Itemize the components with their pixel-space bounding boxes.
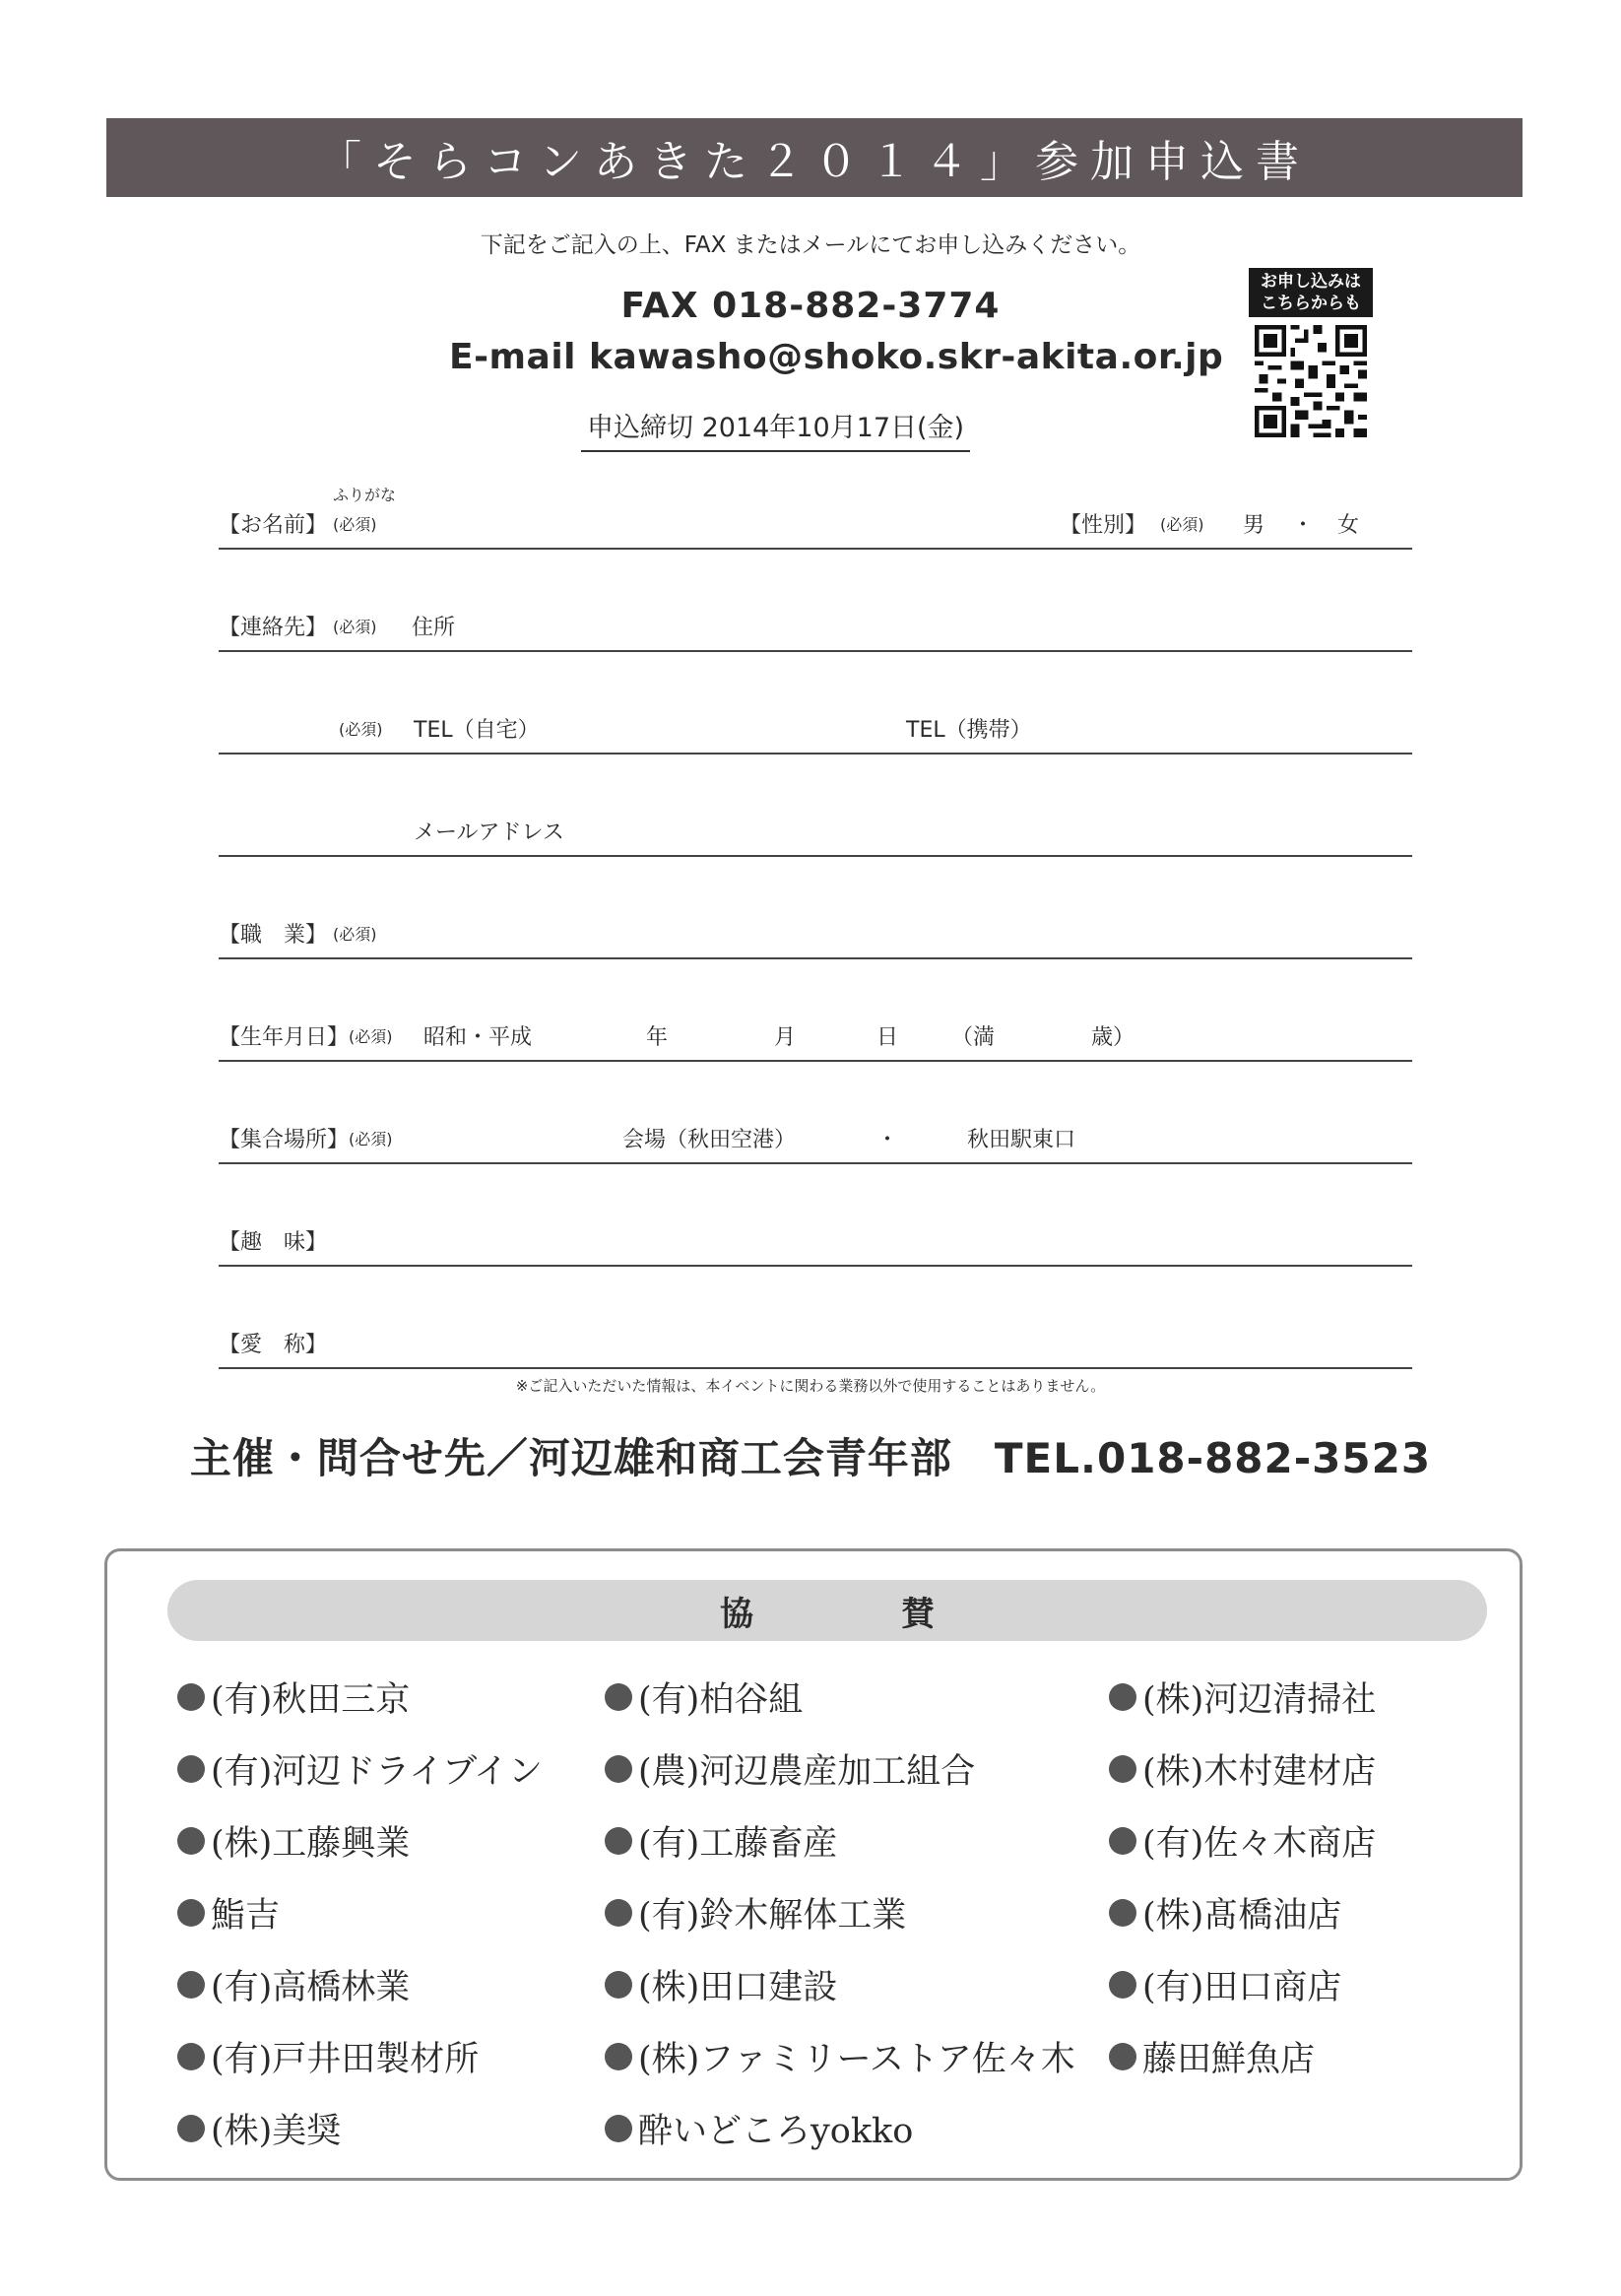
bullet-icon	[177, 1683, 205, 1711]
bullet-icon	[177, 1827, 205, 1855]
sponsor-item	[177, 1816, 410, 1866]
sponsor-item	[177, 1960, 410, 2009]
birth-era[interactable]: 昭和・平成	[423, 1025, 533, 1050]
sponsor-name: (有)秋田三京	[211, 1680, 411, 1720]
meeting-option-airport[interactable]: 会場（秋田空港）	[622, 1128, 797, 1152]
age-open: （満	[951, 1025, 996, 1050]
sponsor-item	[605, 1673, 803, 1722]
sponsor-name: (有)高橋林業	[211, 1968, 411, 2007]
bullet-icon	[1109, 2043, 1136, 2070]
sponsor-name: (株)ファミリーストア佐々木	[638, 2040, 1075, 2079]
job-field-line[interactable]	[219, 957, 1412, 959]
qr-caption	[1249, 268, 1373, 317]
sponsor-item	[177, 2032, 479, 2081]
birth-day-unit: 日	[876, 1025, 899, 1050]
contact-label: 【連絡先】	[219, 616, 328, 640]
bullet-icon	[605, 2043, 632, 2070]
nickname-field-line[interactable]	[219, 1367, 1412, 1369]
bullet-icon	[605, 1899, 632, 1927]
name-required: (必須)	[333, 515, 377, 534]
sponsor-name: (有)工藤畜産	[638, 1824, 838, 1864]
address-field-line[interactable]	[219, 650, 1412, 652]
furigana-label: ふりがな	[333, 486, 397, 504]
sponsor-name: (有)戸井田製材所	[211, 2040, 480, 2079]
bullet-icon	[605, 1971, 632, 1999]
bullet-icon	[1109, 1827, 1136, 1855]
bullet-icon	[177, 2043, 205, 2070]
sponsor-name: (株)工藤興業	[211, 1824, 411, 1864]
meeting-label: 【集合場所】	[219, 1128, 350, 1152]
sponsor-item	[177, 1888, 280, 1937]
sponsor-item	[1109, 2032, 1315, 2081]
bullet-icon	[605, 1827, 632, 1855]
sponsor-name: (株)田口建設	[638, 1968, 838, 2007]
mail-field-line[interactable]	[219, 855, 1412, 857]
birth-required: (必須)	[349, 1027, 393, 1046]
tel-home-label: TEL（自宅）	[414, 718, 540, 743]
sponsor-item	[605, 2032, 1075, 2081]
sponsor-item	[605, 1816, 837, 1866]
sponsor-item	[1109, 1673, 1376, 1722]
sponsor-name: 鮨吉	[211, 1896, 281, 1935]
bullet-icon	[1109, 1971, 1136, 1999]
nickname-label: 【愛 称】	[219, 1333, 328, 1357]
sponsor-name: (株)髙橋油店	[1142, 1896, 1342, 1935]
sponsor-item	[1109, 1888, 1341, 1937]
bullet-icon	[1109, 1755, 1136, 1783]
privacy-note: ※ご記入いただいた情報は、本イベントに関わる業務以外で使用することはありません。	[515, 1377, 1106, 1395]
page-title: 「そらコンあきた２０１４」参加申込書	[106, 118, 1523, 197]
sponsor-item	[1109, 1960, 1341, 2009]
qr-caption-line2: こちらからも	[1261, 294, 1361, 313]
meeting-separator: ・	[876, 1128, 899, 1152]
email-address[interactable]: E-mail kawasho@shoko.skr-akita.or.jp	[449, 337, 1224, 377]
sponsor-name: (有)鈴木解体工業	[638, 1896, 907, 1935]
sponsor-item	[177, 1744, 543, 1794]
sponsor-item	[1109, 1816, 1376, 1866]
sponsor-item	[605, 2104, 913, 2153]
gender-option-male[interactable]: 男	[1243, 513, 1265, 538]
sponsor-name: (株)木村建材店	[1142, 1752, 1377, 1792]
hobby-label: 【趣 味】	[219, 1230, 328, 1255]
instructions-text: 下記をご記入の上、FAX またはメールにてお申し込みください。	[480, 232, 1141, 258]
deadline-text: 申込締切 2014年10月17日(金)	[581, 406, 970, 452]
tel-field-line[interactable]	[219, 753, 1412, 754]
name-field-line[interactable]	[219, 548, 1412, 550]
sponsor-name: 酔いどころyokko	[638, 2112, 914, 2151]
qr-code-icon[interactable]	[1255, 325, 1367, 437]
sponsor-name: (株)美奨	[211, 2112, 342, 2151]
meeting-required: (必須)	[349, 1130, 393, 1148]
birth-month-unit: 月	[774, 1025, 797, 1050]
meeting-field-line[interactable]	[219, 1162, 1412, 1164]
mail-address-label: メールアドレス	[414, 820, 564, 845]
sponsor-name: (有)田口商店	[1142, 1968, 1342, 2007]
gender-option-female[interactable]: 女	[1337, 513, 1360, 538]
sponsor-item	[1109, 1744, 1376, 1794]
sponsor-header: 協賛	[167, 1580, 1487, 1641]
sponsor-item	[605, 1960, 837, 2009]
age-close: 歳）	[1091, 1025, 1135, 1050]
fax-number: FAX 018-882-3774	[620, 286, 1001, 326]
bullet-icon	[177, 1899, 205, 1927]
sponsor-item	[605, 1888, 906, 1937]
qr-caption-line1: お申し込みは	[1261, 272, 1361, 292]
sponsor-item	[177, 2104, 341, 2153]
birth-field-line[interactable]	[219, 1060, 1412, 1062]
birth-label: 【生年月日】	[219, 1025, 350, 1050]
sponsor-item	[177, 1673, 410, 1722]
bullet-icon	[177, 1755, 205, 1783]
sponsor-name: (株)河辺清掃社	[1142, 1680, 1377, 1720]
sponsor-item	[605, 1744, 975, 1794]
job-required: (必須)	[333, 925, 377, 944]
bullet-icon	[1109, 1899, 1136, 1927]
gender-separator: ・	[1292, 513, 1315, 538]
bullet-icon	[177, 1971, 205, 1999]
sponsor-name: (有)柏谷組	[638, 1680, 804, 1720]
bullet-icon	[1109, 1683, 1136, 1711]
bullet-icon	[605, 1755, 632, 1783]
qr-block	[1249, 268, 1373, 441]
sponsor-name: (有)佐々木商店	[1142, 1824, 1377, 1864]
name-label: 【お名前】	[219, 513, 328, 538]
bullet-icon	[605, 2115, 632, 2142]
sponsor-name: (農)河辺農産加工組合	[638, 1752, 976, 1792]
tel-required: (必須)	[339, 720, 383, 739]
tel-mobile-label: TEL（携帯）	[906, 718, 1032, 743]
bullet-icon	[605, 1683, 632, 1711]
birth-year-unit: 年	[646, 1025, 669, 1050]
job-label: 【職 業】	[219, 923, 328, 948]
sponsor-name: 藤田鮮魚店	[1142, 2040, 1316, 2079]
address-label: 住所	[412, 616, 456, 640]
gender-label: 【性別】	[1060, 513, 1147, 538]
organizer-contact: 主催・問合せ先／河辺雄和商工会青年部 TEL.018-882-3523	[189, 1434, 1432, 1482]
contact-required: (必須)	[333, 618, 377, 636]
sponsor-name: (有)河辺ドライブイン	[211, 1752, 544, 1792]
gender-required: (必須)	[1160, 515, 1204, 534]
hobby-field-line[interactable]	[219, 1265, 1412, 1267]
meeting-option-station[interactable]: 秋田駅東口	[967, 1128, 1076, 1152]
bullet-icon	[177, 2115, 205, 2142]
